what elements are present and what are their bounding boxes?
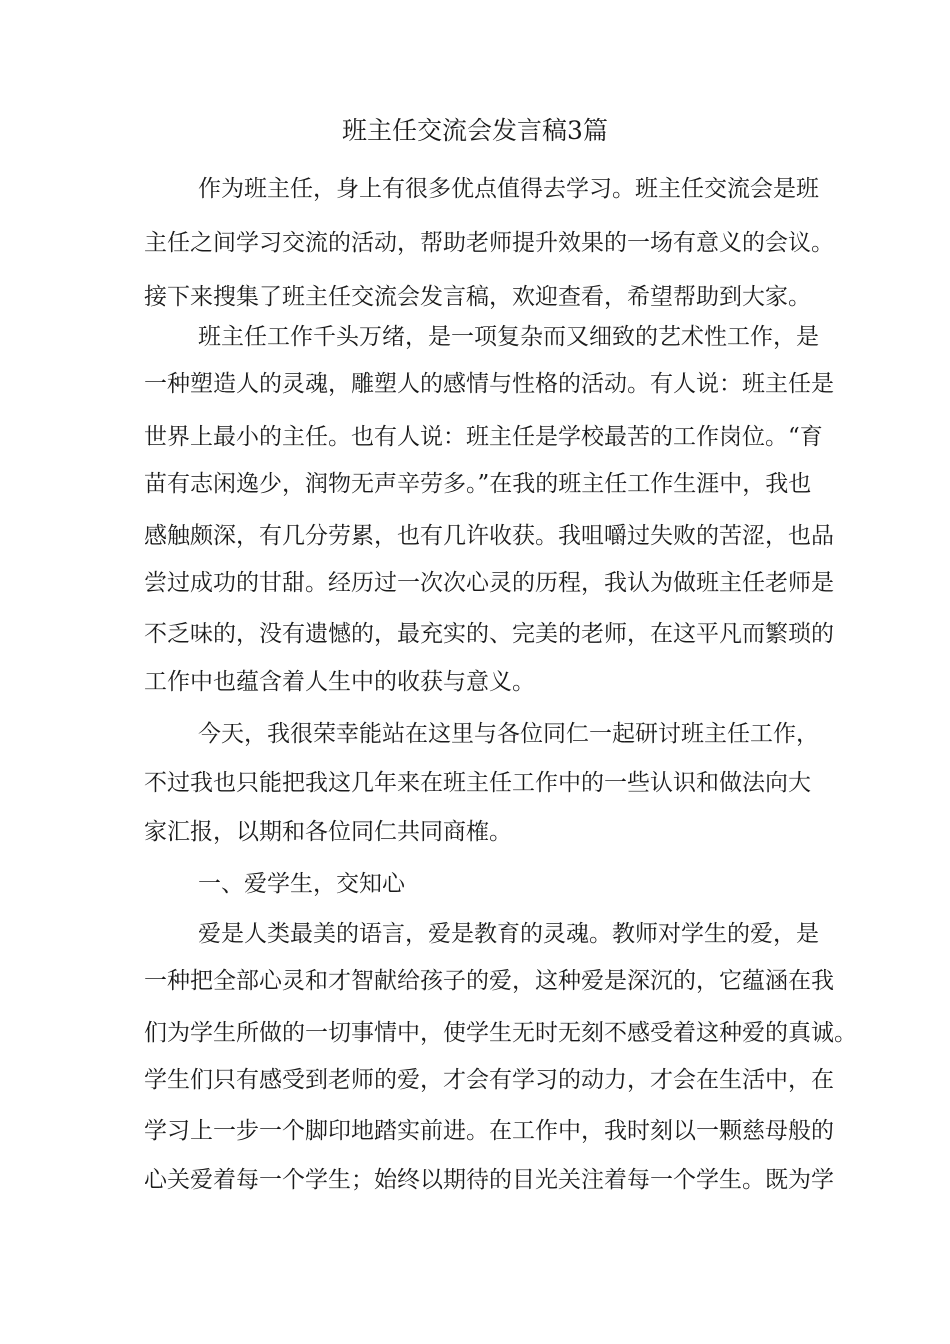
p3-line-6: 心关爱着每一个学生；始终以期待的目光关注着每一个学生。既为学	[144, 1167, 834, 1193]
p3-line-1: 爱是人类最美的语言，爱是教育的灵魂。教师对学生的爱，是	[198, 921, 819, 947]
p3-line-3: 们为学生所做的一切事情中，使学生无时无刻不感受着这种爱的真诚。	[144, 1020, 857, 1046]
p2-line-1: 今天，我很荣幸能站在这里与各位同仁一起研讨班主任工作，	[198, 721, 819, 747]
document-title: 班主任交流会发言稿3篇	[342, 116, 608, 145]
p1-line-2: 一种塑造人的灵魂，雕塑人的感情与性格的活动。有人说：班主任是	[144, 371, 834, 397]
p1-line-8: 工作中也蕴含着人生中的收获与意义。	[144, 669, 535, 695]
p1-line-4: 苗有志闲逸少，润物无声辛劳多。”在我的班主任工作生涯中，我也	[144, 471, 812, 497]
section-heading: 一、爱学生，交知心	[198, 871, 405, 897]
p3-line-5: 学习上一步一个脚印地踏实前进。在工作中，我时刻以一颗慈母般的	[144, 1118, 834, 1144]
p1-line-7: 不乏味的，没有遗憾的，最充实的、完美的老师，在这平凡而繁琐的	[144, 621, 834, 647]
p3-line-4: 学生们只有感受到老师的爱，才会有学习的动力，才会在生活中，在	[144, 1067, 834, 1093]
intro-line-3: 接下来搜集了班主任交流会发言稿，欢迎查看，希望帮助到大家。	[144, 284, 811, 310]
p1-line-6: 尝过成功的甘甜。经历过一次次心灵的历程，我认为做班主任老师是	[144, 570, 834, 596]
p1-line-5: 感触颇深，有几分劳累，也有几许收获。我咀嚼过失败的苦涩，也品	[144, 523, 834, 549]
p2-line-3: 家汇报，以期和各位同仁共同商榷。	[144, 819, 512, 845]
intro-line-2: 主任之间学习交流的活动，帮助老师提升效果的一场有意义的会议。	[144, 230, 834, 256]
intro-line-1: 作为班主任，身上有很多优点值得去学习。班主任交流会是班	[198, 176, 819, 202]
p1-line-1: 班主任工作千头万绪，是一项复杂而又细致的艺术性工作，是	[198, 324, 819, 350]
p2-line-2: 不过我也只能把我这几年来在班主任工作中的一些认识和做法向大	[144, 770, 811, 796]
p1-line-3: 世界上最小的主任。也有人说：班主任是学校最苦的工作岗位。“育	[144, 424, 823, 450]
p3-line-2: 一种把全部心灵和才智献给孩子的爱，这种爱是深沉的，它蕴涵在我	[144, 968, 834, 994]
